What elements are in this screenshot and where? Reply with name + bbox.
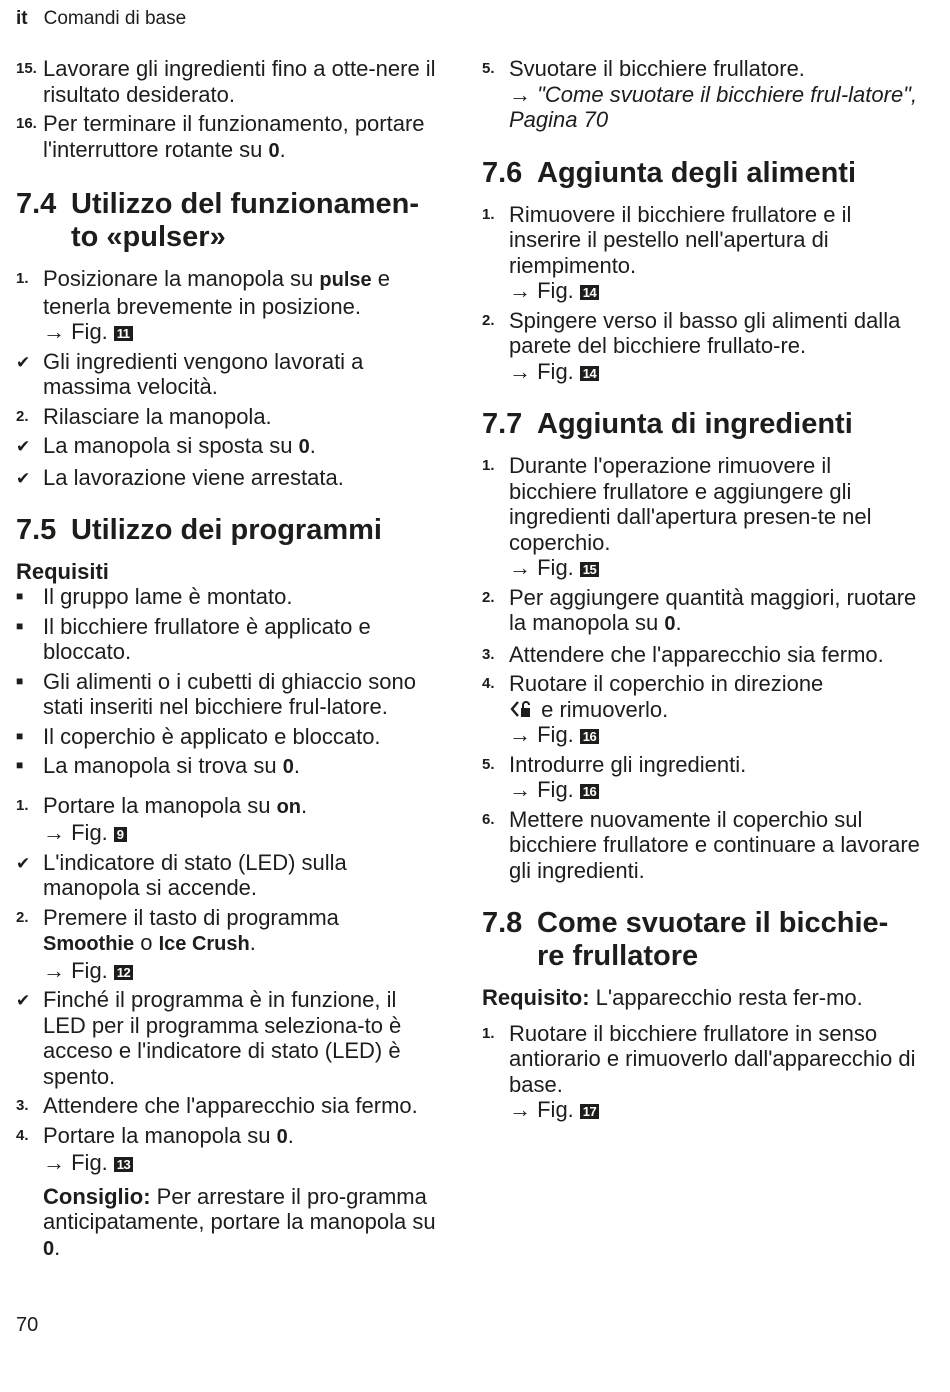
section-heading: 7.8 Come svuotare il bicchie- re frullatore [482, 907, 889, 972]
figure-badge: 9 [114, 827, 127, 842]
requirement-item: ■ Gli alimenti o i cubetti di ghiaccio sono stati inseriti nel bicchiere frul-latore. [16, 668, 416, 719]
section-heading: 7.5 Utilizzo dei programmi [16, 514, 382, 546]
unlock-direction-icon [509, 699, 535, 719]
section-7-4 [16, 188, 441, 254]
figure-ref: → Fig. 9 [43, 820, 441, 846]
step-1: 1. Rimuovere il bicchiere frullatore e il inserire il pestello nell'apertura di riempimento. → Fig. 14 [482, 202, 922, 304]
requirement-note: Requisito: L'apparecchio resta fer-mo. [482, 985, 863, 1010]
section-7-7 [482, 408, 922, 441]
requirement-item: ■ Il bicchiere frullatore è applicato e bloccato. [16, 613, 371, 664]
section-heading: 7.7 Aggiunta di ingredienti [482, 408, 853, 440]
figure-ref: → Fig. 16 [509, 722, 922, 748]
step-5: 5. Introdurre gli ingredienti. → Fig. 16 [482, 752, 922, 803]
check-icon: ✔ [16, 991, 31, 1010]
figure-badge: 14 [580, 285, 599, 300]
step-3: 3. Attendere che l'apparecchio sia fermo. [16, 1093, 418, 1118]
requirement-item: ■ Il coperchio è applicato e bloccato. [16, 723, 381, 749]
requirement-item: ■ La manopola si trova su 0. [16, 753, 300, 778]
step-2: 2. Spingere verso il basso gli alimenti dalla parete del bicchiere frullato-re. → Fig. 14 [482, 308, 922, 385]
check-icon: ✔ [16, 853, 31, 873]
step-1: 1. Durante l'operazione rimuovere il bicchiere frullatore e aggiungere gli ingredienti dall'apertura presen-te nel coperchio. → Fig. 15 [482, 453, 922, 581]
cross-reference: → "Come svuotare il bicchiere frul-latore", Pagina 70 [509, 81, 918, 132]
tip-note: Consiglio: Per arrestare il pro-gramma anticipatamente, portare la manopola su 0. [43, 1183, 436, 1260]
left-column [16, 56, 441, 1262]
requirements-label: Requisiti [16, 559, 109, 584]
square-bullet-icon: ■ [16, 758, 24, 772]
section-heading: 7.6 Aggiunta degli alimenti [482, 156, 857, 189]
section-heading: 7.4 Utilizzo del funzionamen- to «pulser» [16, 188, 419, 253]
square-bullet-icon: ■ [16, 589, 24, 603]
figure-ref: → Fig. 14 [509, 359, 922, 385]
step-16: 16. Per terminare il funzionamento, portare l'interruttore rotante su 0. [16, 111, 425, 162]
figure-ref: → Fig. 14 [509, 278, 922, 304]
figure-badge: 12 [114, 965, 133, 980]
square-bullet-icon: ■ [16, 618, 24, 633]
result-3: ✔ La lavorazione viene arrestata. [16, 464, 344, 490]
check-icon: ✔ [16, 437, 31, 456]
requirement-item: ■ Il gruppo lame è montato. [16, 584, 293, 609]
language-code: it [16, 8, 28, 29]
chapter-title: Comandi di base [43, 8, 187, 29]
figure-badge: 11 [114, 326, 133, 341]
step-2: 2. Per aggiungere quantità maggiori, ruotare la manopola su 0. [482, 584, 917, 635]
result-1: ✔ L'indicatore di stato (LED) sulla manopola si accende. [16, 849, 347, 900]
step-1: 1. Posizionare la manopola su pulse e tenerla brevemente in posizione. → Fig. 11 [16, 266, 441, 345]
section-7-5 [16, 514, 441, 547]
figure-ref: → Fig. 13 [43, 1150, 441, 1176]
step-1: 1. Ruotare il bicchiere frullatore in senso antiorario e rimuoverlo dall'apparecchio di base. → Fig. 17 [482, 1021, 922, 1123]
figure-ref: → Fig. 16 [509, 777, 922, 803]
square-bullet-icon: ■ [16, 728, 24, 743]
right-column [482, 56, 922, 1127]
step-1: 1. Portare la manopola su on. → Fig. 9 [16, 793, 441, 846]
check-icon: ✔ [16, 352, 31, 372]
step-4: 4. Ruotare il coperchio in direzione e rimuoverlo. → Fig. 16 [482, 671, 922, 748]
step-4: 4. Portare la manopola su 0. → Fig. 13 [16, 1123, 441, 1176]
section-7-6 [482, 157, 922, 190]
figure-badge: 16 [580, 784, 599, 799]
figure-ref: → Fig. 15 [509, 555, 922, 581]
step-2: 2. Rilasciare la manopola. [16, 403, 272, 429]
figure-badge: 15 [580, 562, 599, 577]
step-15: 15. Lavorare gli ingredienti fino a otte-nere il risultato desiderato. [16, 56, 436, 107]
page-header [16, 8, 186, 30]
section-7-8 [482, 907, 922, 973]
step-3: 3. Attendere che l'apparecchio sia fermo. [482, 641, 884, 667]
square-bullet-icon: ■ [16, 673, 24, 688]
step-6: 6. Mettere nuovamente il coperchio sul bicchiere frullatore e continuare a lavorare gli ingredienti. [482, 806, 920, 883]
figure-ref: → Fig. 12 [43, 958, 441, 984]
figure-badge: 14 [580, 366, 599, 381]
result-2: ✔ La manopola si sposta su 0. [16, 433, 316, 458]
figure-ref: → Fig. 17 [509, 1097, 922, 1123]
step-5: 5. Svuotare il bicchiere frullatore. → "Come svuotare il bicchiere frul-latore", Pagina 70 [482, 56, 922, 133]
figure-badge: 17 [580, 1104, 599, 1119]
page-number: 70 [16, 1314, 39, 1336]
step-2: 2. Premere il tasto di programma Smoothie o Ice Crush. → Fig. 12 [16, 905, 441, 984]
figure-ref: → Fig. 11 [43, 319, 441, 345]
figure-badge: 13 [114, 1157, 133, 1172]
result-2: ✔ Finché il programma è in funzione, il LED per il programma seleziona-to è acceso e l'indicatore di stato (LED) è spento. [16, 987, 402, 1089]
result-1: ✔ Gli ingredienti vengono lavorati a massima velocità. [16, 348, 364, 399]
figure-badge: 16 [580, 729, 599, 744]
check-icon: ✔ [16, 468, 31, 488]
